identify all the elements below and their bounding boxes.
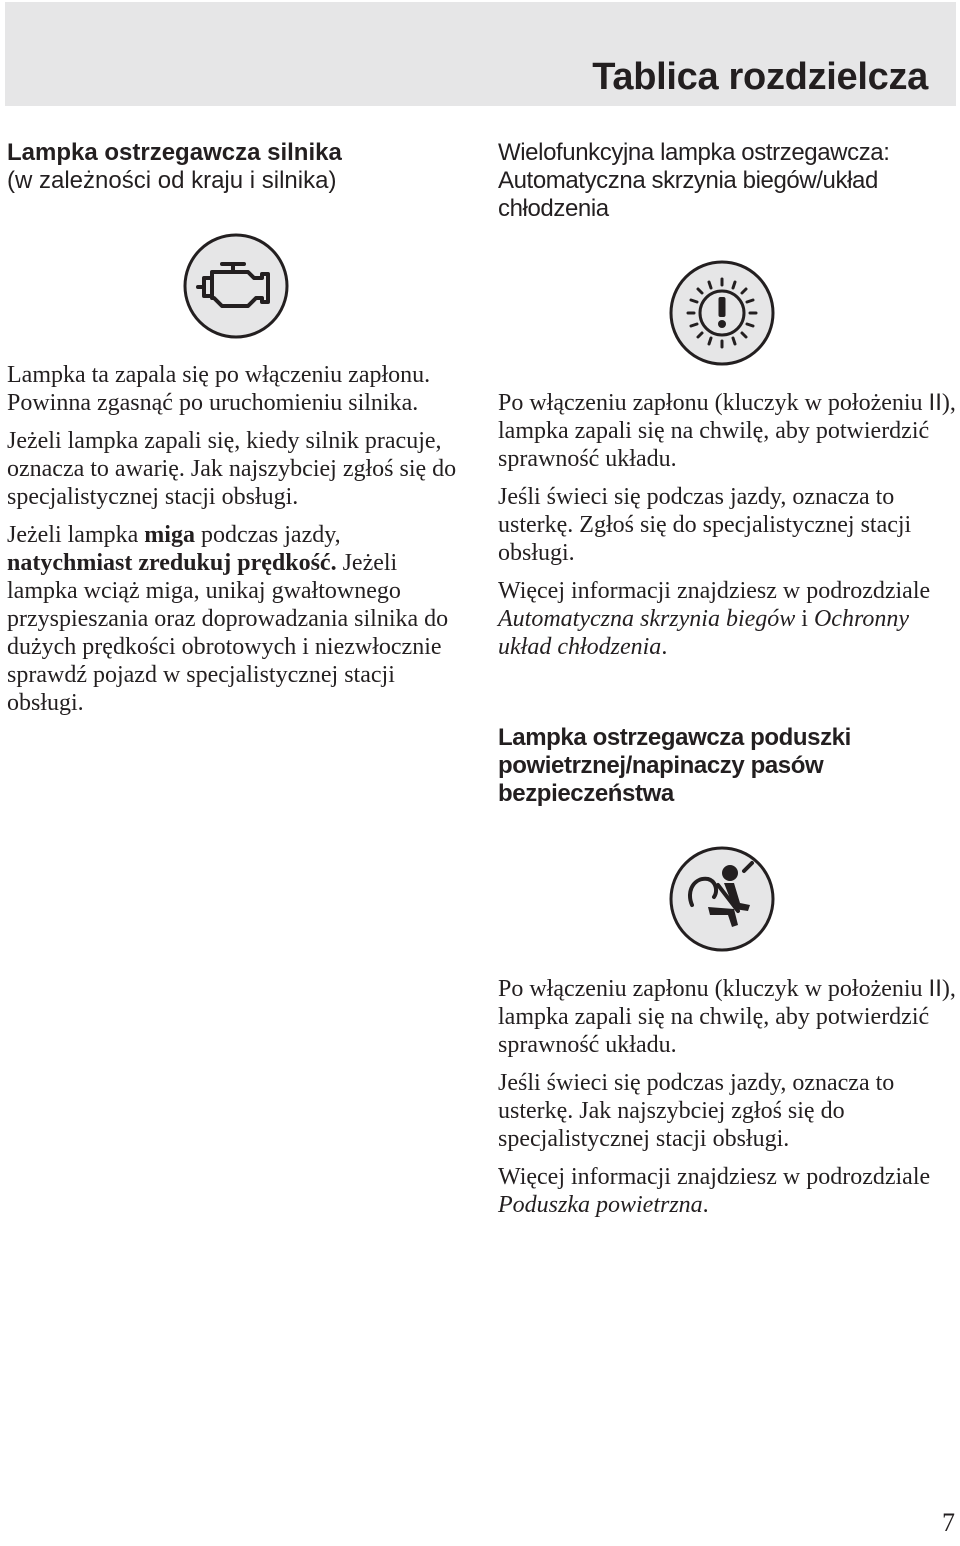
multifunction-paragraph-3 [498, 577, 958, 661]
ab-p1-text-c: ), lampka zapali się na chwilę, aby potwierdzić sprawność układu. [498, 976, 956, 1058]
p3-bold-miga: miga [144, 522, 195, 548]
airbag-paragraph-1 [498, 975, 958, 1059]
mf-p3-text-c: i [795, 606, 814, 632]
ab-p3-text-c: . [702, 1192, 709, 1218]
mf-p3-text-e: . [661, 634, 668, 660]
ab-p3-italic-airbag: Poduszka powietrzna [498, 1192, 703, 1218]
multifunction-paragraph-1 [498, 389, 958, 473]
airbag-warning-text [498, 975, 958, 1229]
multifunction-warning-icon [668, 259, 776, 367]
mf-p3-italic-cooling: Ochronny układ chłodzenia [498, 606, 910, 660]
mf-p1-key-position: II [928, 389, 942, 416]
ab-p1-key-position: II [928, 975, 942, 1002]
mf-p3-italic-transmission: Automatyczna skrzynia biegów [498, 606, 796, 632]
engine-warning-title: Lampka ostrzegawcza silnika [7, 139, 342, 166]
page-number: 7 [942, 1508, 955, 1537]
p3-bold-reduce-speed: natychmiast zredukuj prędkość. [7, 550, 337, 576]
mf-p1-text-a: Po włączeniu zapłonu (kluczyk w położeniu [498, 390, 929, 416]
p3-text-e: Jeżeli lampka wciąż miga, unikaj gwałtownego przyspieszania oraz doprowadzania silnika do dużych prędkości obrotowych i niezwłocznie sprawdź pojazd w specjalistycznej stacji obsługi. [7, 550, 449, 716]
p3-text-a: Jeżeli lampka [7, 522, 145, 548]
engine-warning-heading [7, 139, 477, 195]
engine-warning-subtitle: (w zależności od kraju i silnika) [7, 167, 337, 194]
multifunction-warning-heading: Wielofunkcyjna lampka ostrzegawcza: Automatyczna skrzynia biegów/układ chłodzenia [498, 139, 890, 222]
airbag-warning-heading: Lampka ostrzegawcza poduszki powietrznej/napinaczy pasów bezpieczeństwa [498, 724, 851, 807]
airbag-seatbelt-icon [668, 845, 776, 953]
airbag-paragraph-2: Jeśli świeci się podczas jazdy, oznacza to usterkę. Jak najszybciej zgłoś się do specjalistycznej stacji obsługi. [498, 1070, 895, 1152]
p3-text-c: podczas jazdy, [194, 522, 341, 548]
multifunction-paragraph-2: Jeśli świeci się podczas jazdy, oznacza to usterkę. Zgłoś się do specjalistycznej stacji obsługi. [498, 484, 912, 566]
multifunction-warning-text [498, 389, 958, 671]
engine-warning-text [7, 361, 467, 727]
ab-p3-text-a: Więcej informacji znajdziesz w podrozdziale [498, 1164, 931, 1190]
engine-warning-paragraph-3 [7, 521, 467, 717]
mf-p1-text-c: ), lampka zapali się na chwilę, aby potwierdzić sprawność układu. [498, 390, 956, 472]
ab-p1-text-a: Po włączeniu zapłonu (kluczyk w położeniu [498, 976, 929, 1002]
engine-warning-paragraph-2: Jeżeli lampka zapali się, kiedy silnik pracuje, oznacza to awarię. Jak najszybciej zgłoś się do specjalistycznej stacji obsługi. [7, 428, 457, 510]
header-band [5, 2, 956, 106]
airbag-paragraph-3 [498, 1163, 958, 1219]
page-title: Tablica rozdzielcza [592, 56, 928, 98]
engine-warning-paragraph-1: Lampka ta zapala się po włączeniu zapłonu. Powinna zgasnąć po uruchomieniu silnika. [7, 362, 431, 416]
engine-check-icon [182, 232, 290, 340]
mf-p3-text-a: Więcej informacji znajdziesz w podrozdziale [498, 578, 931, 604]
